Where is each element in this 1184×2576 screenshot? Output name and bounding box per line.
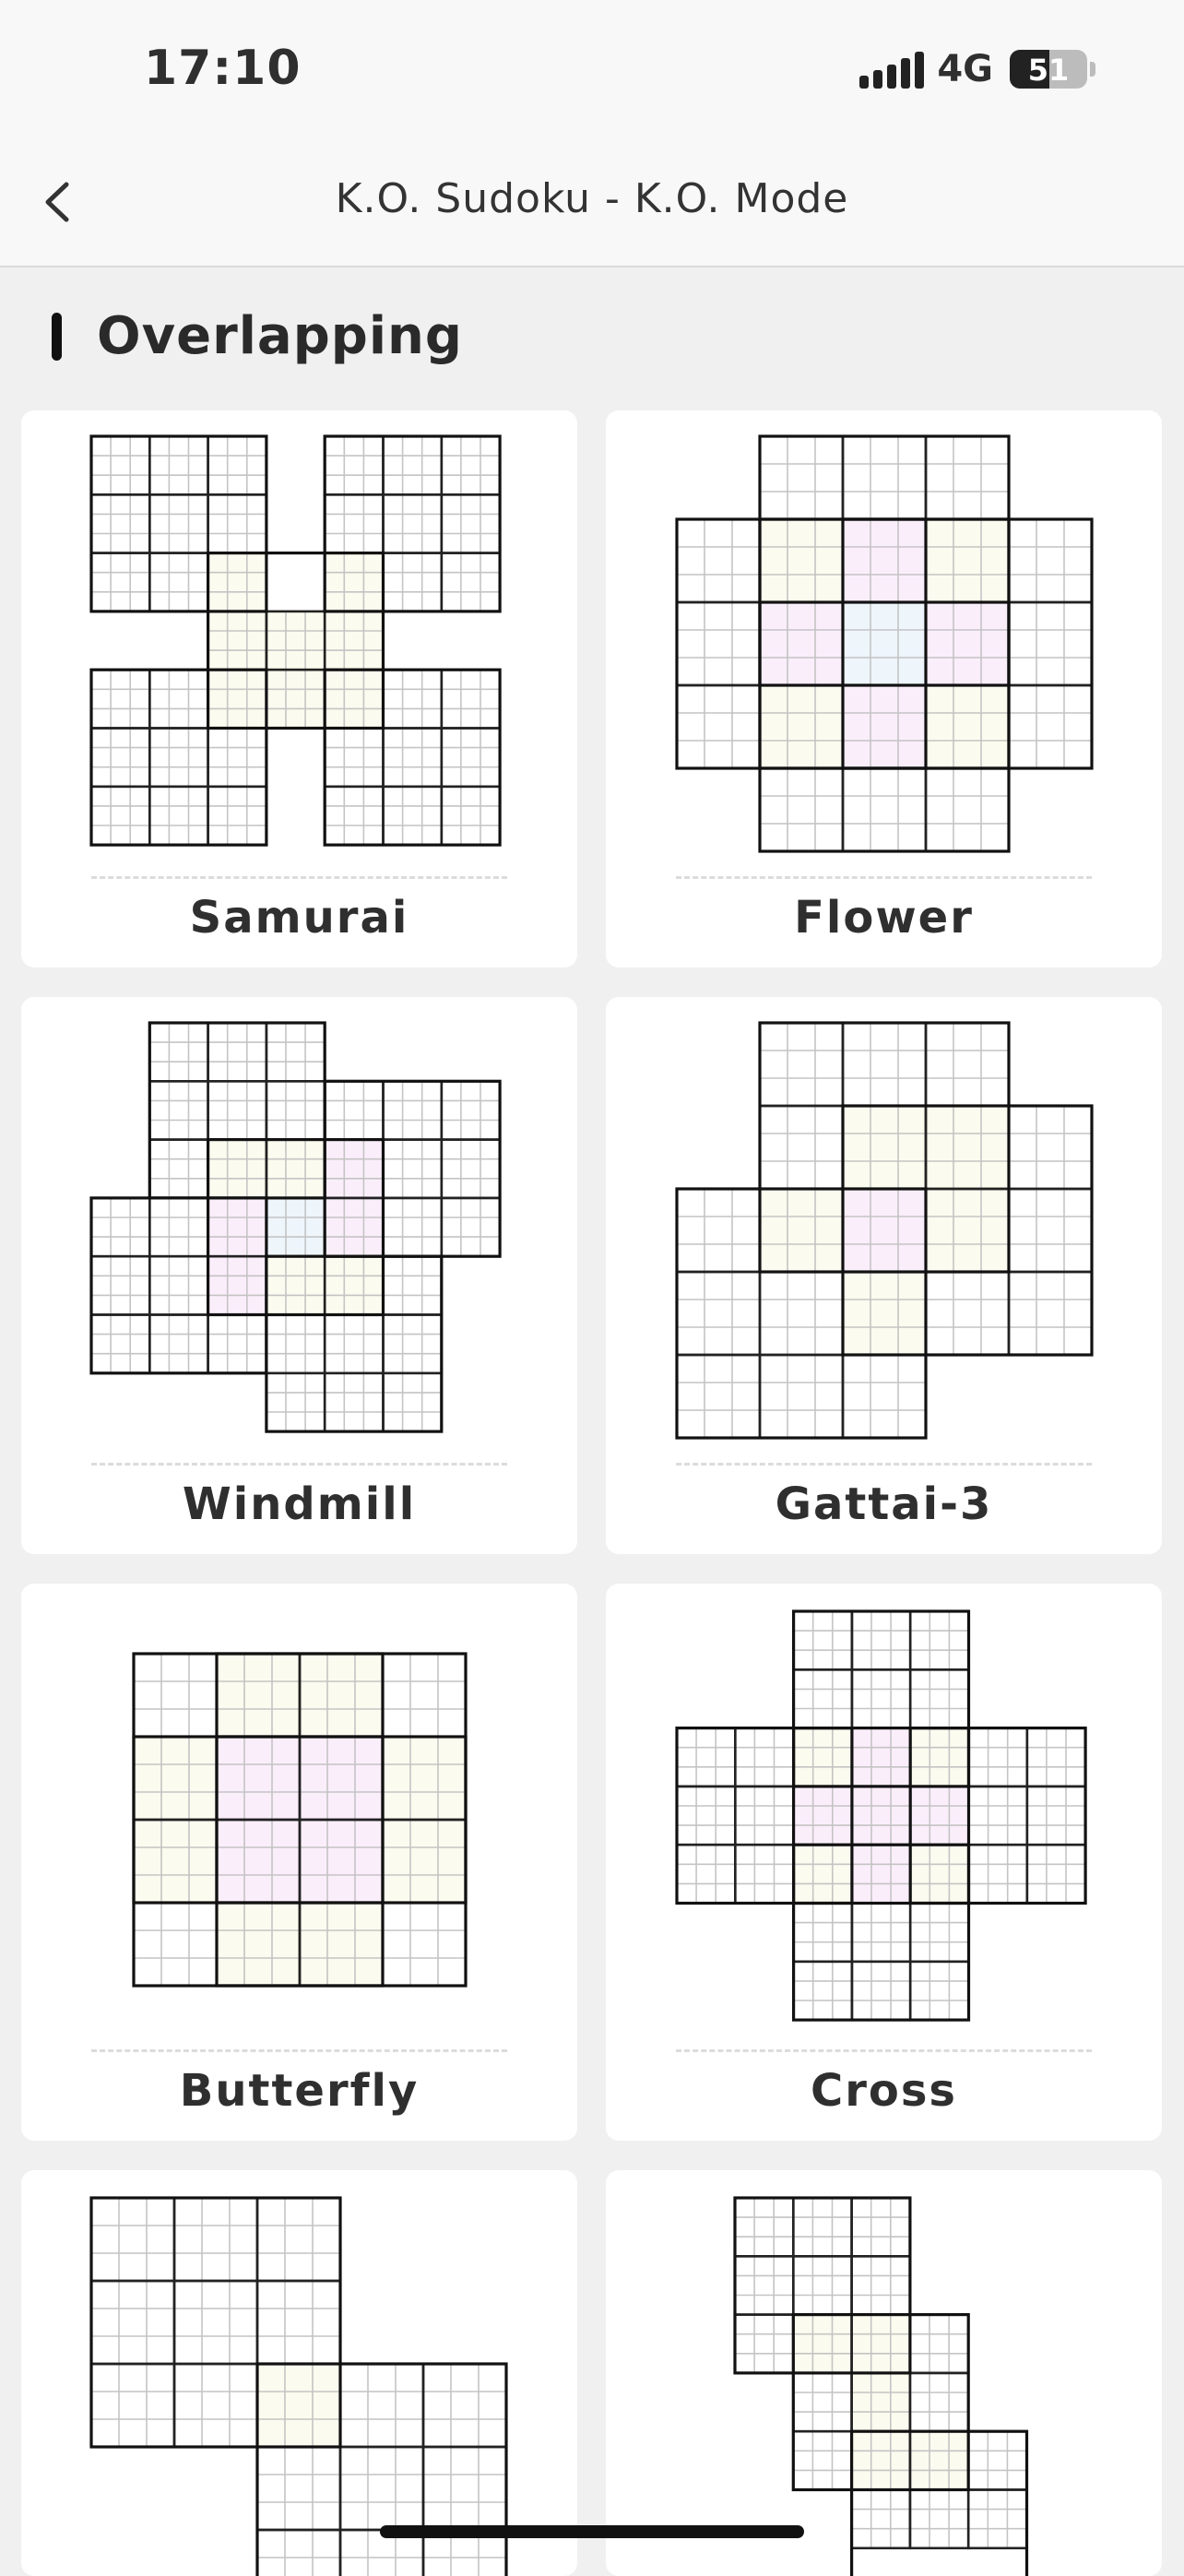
box-border: [383, 1903, 466, 1986]
overlap-box-fill: [843, 1272, 926, 1355]
overlap-box-fill: [926, 602, 1009, 685]
page-title: K.O. Sudoku - K.O. Mode: [335, 175, 849, 222]
overlap-box-fill: [852, 1728, 910, 1787]
box-border: [968, 2490, 1026, 2548]
box-border: [735, 1728, 793, 1787]
box-border: [149, 553, 207, 611]
battery-level: 51: [1027, 53, 1070, 88]
overlap-box-fill: [843, 1189, 926, 1272]
overlap-box-fill: [208, 1198, 266, 1256]
box-border: [149, 1256, 207, 1314]
box-border: [1027, 1728, 1085, 1787]
box-border: [208, 1023, 266, 1081]
overlap-box-fill: [926, 685, 1009, 768]
box-border: [91, 670, 149, 728]
overlap-box-fill: [325, 611, 383, 670]
cellular-signal-icon: [859, 50, 924, 89]
overlap-box-fill: [794, 1787, 852, 1845]
overlap-box-fill: [325, 1256, 383, 1314]
box-border: [91, 553, 149, 611]
box-border: [340, 2364, 423, 2447]
navigation-bar: [0, 138, 1184, 267]
box-border: [735, 2256, 793, 2314]
flower-grid-preview: [606, 410, 1162, 967]
overlap-box-fill: [325, 553, 383, 611]
overlap-box-fill: [325, 1140, 383, 1198]
card-divider: [676, 2049, 1092, 2052]
box-border: [677, 1845, 735, 1903]
status-time: 17:10: [144, 41, 302, 96]
overlap-box-fill: [300, 1820, 383, 1903]
overlap-box-fill: [852, 1845, 910, 1903]
overlap-box-fill: [208, 611, 266, 670]
overlap-box-fill: [926, 1189, 1009, 1272]
overlap-box-fill: [760, 1189, 843, 1272]
box-border: [149, 1315, 207, 1373]
overlap-box-fill: [794, 1845, 852, 1903]
overlap-box-fill: [266, 611, 325, 670]
box-border: [325, 436, 383, 494]
box-border: [735, 1787, 793, 1845]
box-border: [794, 1611, 852, 1669]
overlap-box-fill: [852, 2373, 910, 2431]
box-border: [852, 1669, 910, 1727]
box-border: [384, 1256, 442, 1314]
box-border: [384, 1081, 442, 1139]
box-border: [442, 670, 500, 728]
overlap-box-fill: [266, 1140, 325, 1198]
box-border: [968, 2431, 1026, 2489]
overlap-box-fill: [843, 519, 926, 602]
box-border: [208, 1315, 266, 1373]
box-border: [384, 553, 442, 611]
overlap-box-fill: [852, 2315, 910, 2373]
box-border: [266, 1023, 325, 1081]
box-border: [384, 1198, 442, 1256]
card-divider: [91, 876, 507, 879]
box-border: [843, 436, 926, 519]
box-border: [423, 2447, 506, 2530]
card-label: Butterfly: [179, 2065, 420, 2117]
box-border: [149, 1023, 207, 1081]
box-border: [852, 1611, 910, 1669]
battery-tip: [1090, 62, 1095, 77]
box-border: [91, 787, 149, 845]
box-border: [384, 1315, 442, 1373]
box-border: [677, 519, 760, 602]
box-border: [760, 1106, 843, 1189]
box-border: [442, 1081, 500, 1139]
overlap-box-fill: [852, 1787, 910, 1845]
box-border: [149, 436, 207, 494]
puzzle-card-partial-left[interactable]: [21, 2170, 577, 2576]
box-border: [852, 1904, 910, 1962]
overlap-box-fill: [217, 1654, 300, 1737]
box-border: [1009, 602, 1092, 685]
gattai-3-grid-preview: [606, 997, 1162, 1554]
box-border: [760, 1355, 843, 1438]
box-border: [149, 1198, 207, 1256]
box-border: [969, 1728, 1027, 1787]
box-border: [383, 1654, 466, 1737]
box-border: [793, 2198, 851, 2256]
box-border: [266, 1315, 325, 1373]
card-divider: [676, 876, 1092, 879]
overlap-box-fill: [257, 2364, 340, 2447]
box-border: [1009, 519, 1092, 602]
overlap-box-fill: [208, 670, 266, 728]
card-label: Samurai: [189, 892, 409, 944]
section-accent-bar: [52, 313, 62, 361]
overlap-box-fill: [852, 2431, 910, 2489]
box-border: [910, 1904, 968, 1962]
box-border: [149, 494, 207, 552]
box-border: [174, 2364, 257, 2447]
box-border: [325, 729, 383, 787]
box-border: [423, 2364, 506, 2447]
box-border: [760, 1023, 843, 1106]
box-border: [257, 2447, 340, 2530]
cross-grid-preview: [606, 1584, 1162, 2141]
status-indicators: [859, 48, 1095, 90]
box-border: [134, 1654, 217, 1737]
overlap-box-fill: [266, 670, 325, 728]
box-border: [384, 494, 442, 552]
overlap-box-fill: [760, 602, 843, 685]
box-border: [852, 2256, 910, 2314]
overlap-box-fill: [926, 519, 1009, 602]
overlap-box-fill: [325, 1198, 383, 1256]
box-border: [91, 436, 149, 494]
overlap-box-fill: [266, 1198, 325, 1256]
box-border: [677, 1787, 735, 1845]
card-divider: [91, 1463, 507, 1466]
overlap-box-fill: [760, 685, 843, 768]
card-label: Gattai-3: [775, 1478, 993, 1530]
box-border: [442, 436, 500, 494]
box-border: [910, 2315, 968, 2373]
box-border: [208, 436, 266, 494]
box-border: [1027, 1845, 1085, 1903]
box-border: [793, 2373, 851, 2431]
box-border: [910, 2373, 968, 2431]
box-border: [384, 1373, 442, 1431]
overlap-box-fill: [843, 602, 926, 685]
puzzle-card-flower[interactable]: [606, 410, 1162, 967]
overlap-box-fill: [760, 519, 843, 602]
box-border: [1009, 1106, 1092, 1189]
box-border: [266, 1081, 325, 1139]
box-border: [325, 787, 383, 845]
section-header: [52, 306, 463, 366]
card-divider: [676, 1463, 1092, 1466]
box-border: [760, 1272, 843, 1355]
box-border: [325, 494, 383, 552]
box-border: [134, 1903, 217, 1986]
box-border: [208, 1081, 266, 1139]
box-border: [384, 1140, 442, 1198]
puzzle-card-partial-right[interactable]: [606, 2170, 1162, 2576]
box-border: [794, 1962, 852, 2020]
overlap-box-fill: [134, 1820, 217, 1903]
overlap-box-fill: [325, 670, 383, 728]
box-border: [384, 436, 442, 494]
box-border: [760, 768, 843, 851]
box-border: [735, 2198, 793, 2256]
overlap-box-fill: [383, 1820, 466, 1903]
box-border: [149, 1081, 207, 1139]
box-border: [677, 1355, 760, 1438]
box-border: [910, 1962, 968, 2020]
partial-grid-preview: [606, 2170, 1162, 2576]
overlap-box-fill: [300, 1903, 383, 1986]
puzzle-card-gattai-3[interactable]: [606, 997, 1162, 1554]
overlap-box-fill: [300, 1737, 383, 1820]
overlap-box-fill: [910, 1728, 968, 1787]
box-border: [442, 1198, 500, 1256]
puzzle-card-cross[interactable]: [606, 1584, 1162, 2141]
box-border: [794, 1669, 852, 1727]
box-border: [442, 1140, 500, 1198]
overlap-box-fill: [208, 1256, 266, 1314]
puzzle-card-samurai[interactable]: [21, 410, 577, 967]
box-border: [91, 1198, 149, 1256]
box-border: [760, 436, 843, 519]
box-border: [794, 1904, 852, 1962]
box-border: [910, 1669, 968, 1727]
box-border: [926, 1023, 1009, 1106]
box-border: [926, 1272, 1009, 1355]
box-border: [677, 685, 760, 768]
card-divider: [91, 2049, 507, 2052]
overlap-box-fill: [843, 685, 926, 768]
box-border: [149, 1140, 207, 1198]
box-border: [149, 729, 207, 787]
overlap-box-fill: [208, 553, 266, 611]
overlap-box-fill: [217, 1737, 300, 1820]
box-border: [91, 2198, 174, 2281]
box-border: [969, 1787, 1027, 1845]
box-border: [852, 2490, 910, 2548]
box-border: [910, 2490, 968, 2548]
box-border: [384, 729, 442, 787]
section-title: Overlapping: [97, 306, 464, 366]
samurai-grid-preview: [21, 410, 577, 967]
card-label: Windmill: [182, 1478, 417, 1530]
overlap-box-fill: [300, 1654, 383, 1737]
battery-icon: [1010, 50, 1087, 89]
network-type: 4G: [937, 48, 993, 90]
box-border: [442, 787, 500, 845]
overlap-box-fill: [794, 1728, 852, 1787]
status-bar: [0, 0, 1184, 138]
box-border: [91, 729, 149, 787]
box-border: [257, 2198, 340, 2281]
partial-grid-preview: [21, 2170, 577, 2576]
box-border: [340, 2447, 423, 2530]
box-border: [735, 1845, 793, 1903]
box-border: [843, 1023, 926, 1106]
overlap-box-fill: [910, 2431, 968, 2489]
box-border: [843, 768, 926, 851]
box-border: [677, 1728, 735, 1787]
box-border: [926, 436, 1009, 519]
box-border: [174, 2281, 257, 2364]
box-border: [735, 2315, 793, 2373]
box-border: [208, 787, 266, 845]
box-border: [1009, 1189, 1092, 1272]
overlap-box-fill: [208, 1140, 266, 1198]
overlap-box-fill: [793, 2315, 851, 2373]
box-border: [91, 2364, 174, 2447]
overlap-box-fill: [843, 1106, 926, 1189]
box-border: [384, 670, 442, 728]
box-border: [677, 1189, 760, 1272]
butterfly-grid-preview: [21, 1584, 577, 2141]
box-border: [677, 1272, 760, 1355]
box-border: [325, 1315, 383, 1373]
box-border: [677, 602, 760, 685]
overlap-box-fill: [134, 1737, 217, 1820]
overlap-box-fill: [266, 1256, 325, 1314]
box-border: [852, 2198, 910, 2256]
overlap-box-fill: [383, 1737, 466, 1820]
box-border: [843, 1355, 926, 1438]
box-border: [910, 1611, 968, 1669]
box-border: [442, 494, 500, 552]
overlap-box-fill: [217, 1820, 300, 1903]
home-indicator: [380, 2525, 804, 2538]
box-border: [91, 1315, 149, 1373]
box-border: [1027, 1787, 1085, 1845]
box-border: [325, 1081, 383, 1139]
box-border: [384, 787, 442, 845]
puzzle-card-windmill[interactable]: [21, 997, 577, 1554]
box-border: [91, 1256, 149, 1314]
box-border: [442, 729, 500, 787]
overlap-box-fill: [217, 1903, 300, 1986]
overlap-box-fill: [910, 1787, 968, 1845]
box-border: [174, 2198, 257, 2281]
box-border: [1009, 685, 1092, 768]
card-label: Flower: [794, 892, 974, 944]
box-border: [149, 670, 207, 728]
box-border: [793, 2431, 851, 2489]
box-border: [1009, 1272, 1092, 1355]
puzzle-card-butterfly[interactable]: [21, 1584, 577, 2141]
box-border: [852, 1962, 910, 2020]
box-border: [91, 494, 149, 552]
overlap-box-fill: [910, 1845, 968, 1903]
box-border: [91, 2281, 174, 2364]
box-border: [208, 729, 266, 787]
box-border: [442, 553, 500, 611]
box-border: [149, 787, 207, 845]
windmill-grid-preview: [21, 997, 577, 1554]
overlap-box-fill: [926, 1106, 1009, 1189]
box-border: [325, 1373, 383, 1431]
box-border: [926, 768, 1009, 851]
box-border: [257, 2281, 340, 2364]
card-label: Cross: [810, 2065, 957, 2117]
box-border: [969, 1845, 1027, 1903]
box-border: [793, 2256, 851, 2314]
box-border: [208, 494, 266, 552]
box-border: [257, 2530, 340, 2576]
box-border: [266, 1373, 325, 1431]
